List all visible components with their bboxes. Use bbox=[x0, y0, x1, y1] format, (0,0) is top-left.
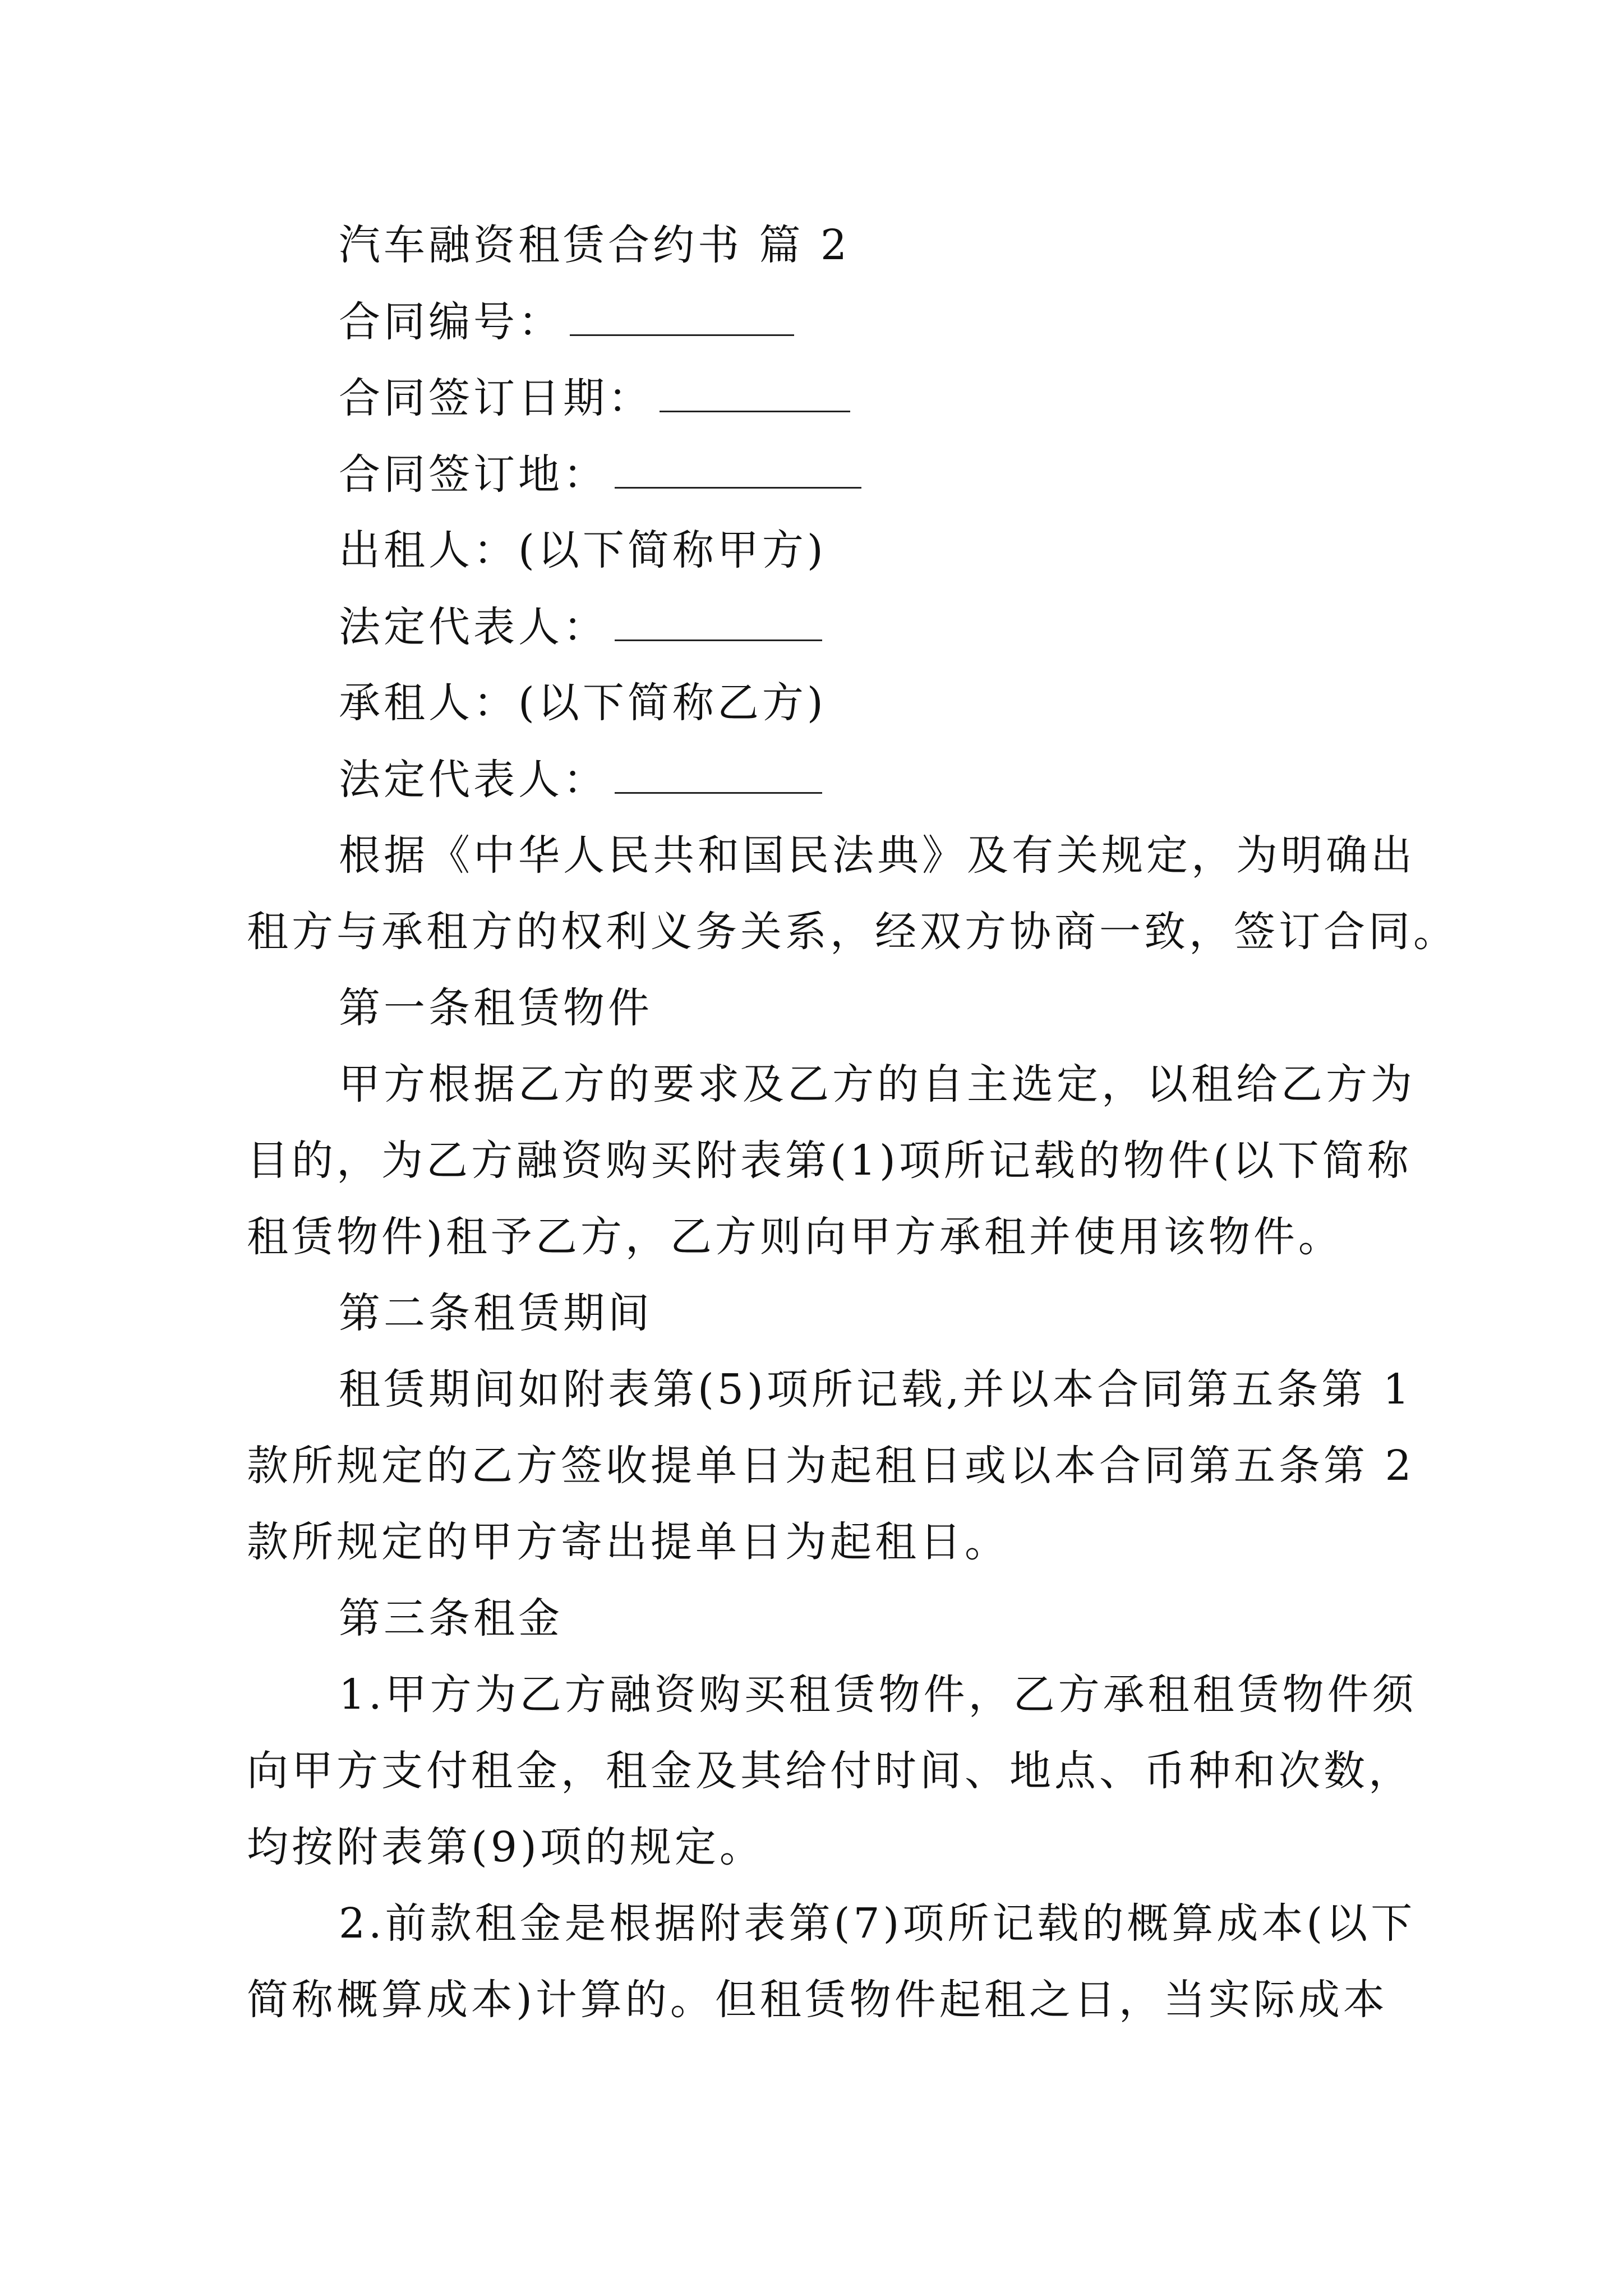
field-sign-place bbox=[339, 450, 861, 499]
article-heading: 第三条租金 bbox=[339, 1594, 563, 1642]
preamble-line: 租方与承租方的权利义务关系，经双方协商一致，签订合同。 bbox=[247, 908, 1458, 956]
field-label: 合同签订日期： bbox=[339, 374, 653, 422]
fill-blank bbox=[660, 377, 850, 412]
fill-blank bbox=[615, 758, 822, 794]
field-lessor: 出租人：(以下简称甲方) bbox=[339, 526, 827, 574]
preamble-line: 根据《中华人民共和国民法典》及有关规定，为明确出 bbox=[339, 831, 1415, 880]
document-title: 汽车融资租赁合约书 篇 2 bbox=[339, 221, 851, 269]
field-label: 合同签订地： bbox=[339, 450, 608, 499]
article-line: 1.甲方为乙方融资购买租赁物件，乙方承租租赁物件须 bbox=[339, 1671, 1417, 1719]
article-line: 甲方根据乙方的要求及乙方的自主选定，以租给乙方为 bbox=[339, 1060, 1415, 1108]
article-line: 目的，为乙方融资购买附表第(1)项所记载的物件(以下简称 bbox=[247, 1137, 1412, 1185]
article-heading: 第二条租赁期间 bbox=[339, 1289, 653, 1337]
article-line: 租赁期间如附表第(5)项所记载,并以本合同第五条第 1 bbox=[339, 1365, 1413, 1414]
field-label: 合同编号： bbox=[339, 298, 563, 346]
fill-blank bbox=[615, 606, 822, 641]
article-line: 简称概算成本)计算的。但租赁物件起租之日，当实际成本 bbox=[247, 1976, 1388, 2024]
article-line: 款所规定的乙方签收提单日为起租日或以本合同第五条第 2 bbox=[247, 1442, 1415, 1490]
article-line: 款所规定的甲方寄出提单日为起租日。 bbox=[247, 1518, 1009, 1566]
field-lessee-representative bbox=[339, 756, 822, 804]
field-lessee: 承租人：(以下简称乙方) bbox=[339, 679, 827, 727]
article-line: 2.前款租金是根据附表第(7)项所记载的概算成本(以下 bbox=[339, 1899, 1416, 1948]
fill-blank bbox=[570, 301, 794, 336]
field-sign-date bbox=[339, 374, 850, 422]
article-line: 租赁物件)租予乙方，乙方则向甲方承租并使用该物件。 bbox=[247, 1213, 1343, 1261]
field-label: 法定代表人： bbox=[339, 603, 608, 651]
field-contract-number bbox=[339, 298, 794, 346]
field-label: 法定代表人： bbox=[339, 756, 608, 804]
fill-blank bbox=[615, 453, 861, 489]
article-line: 均按附表第(9)项的规定。 bbox=[247, 1823, 764, 1871]
field-lessor-representative bbox=[339, 603, 822, 651]
article-heading: 第一条租赁物件 bbox=[339, 984, 653, 1032]
article-line: 向甲方支付租金，租金及其给付时间、地点、币种和次数， bbox=[247, 1747, 1413, 1795]
